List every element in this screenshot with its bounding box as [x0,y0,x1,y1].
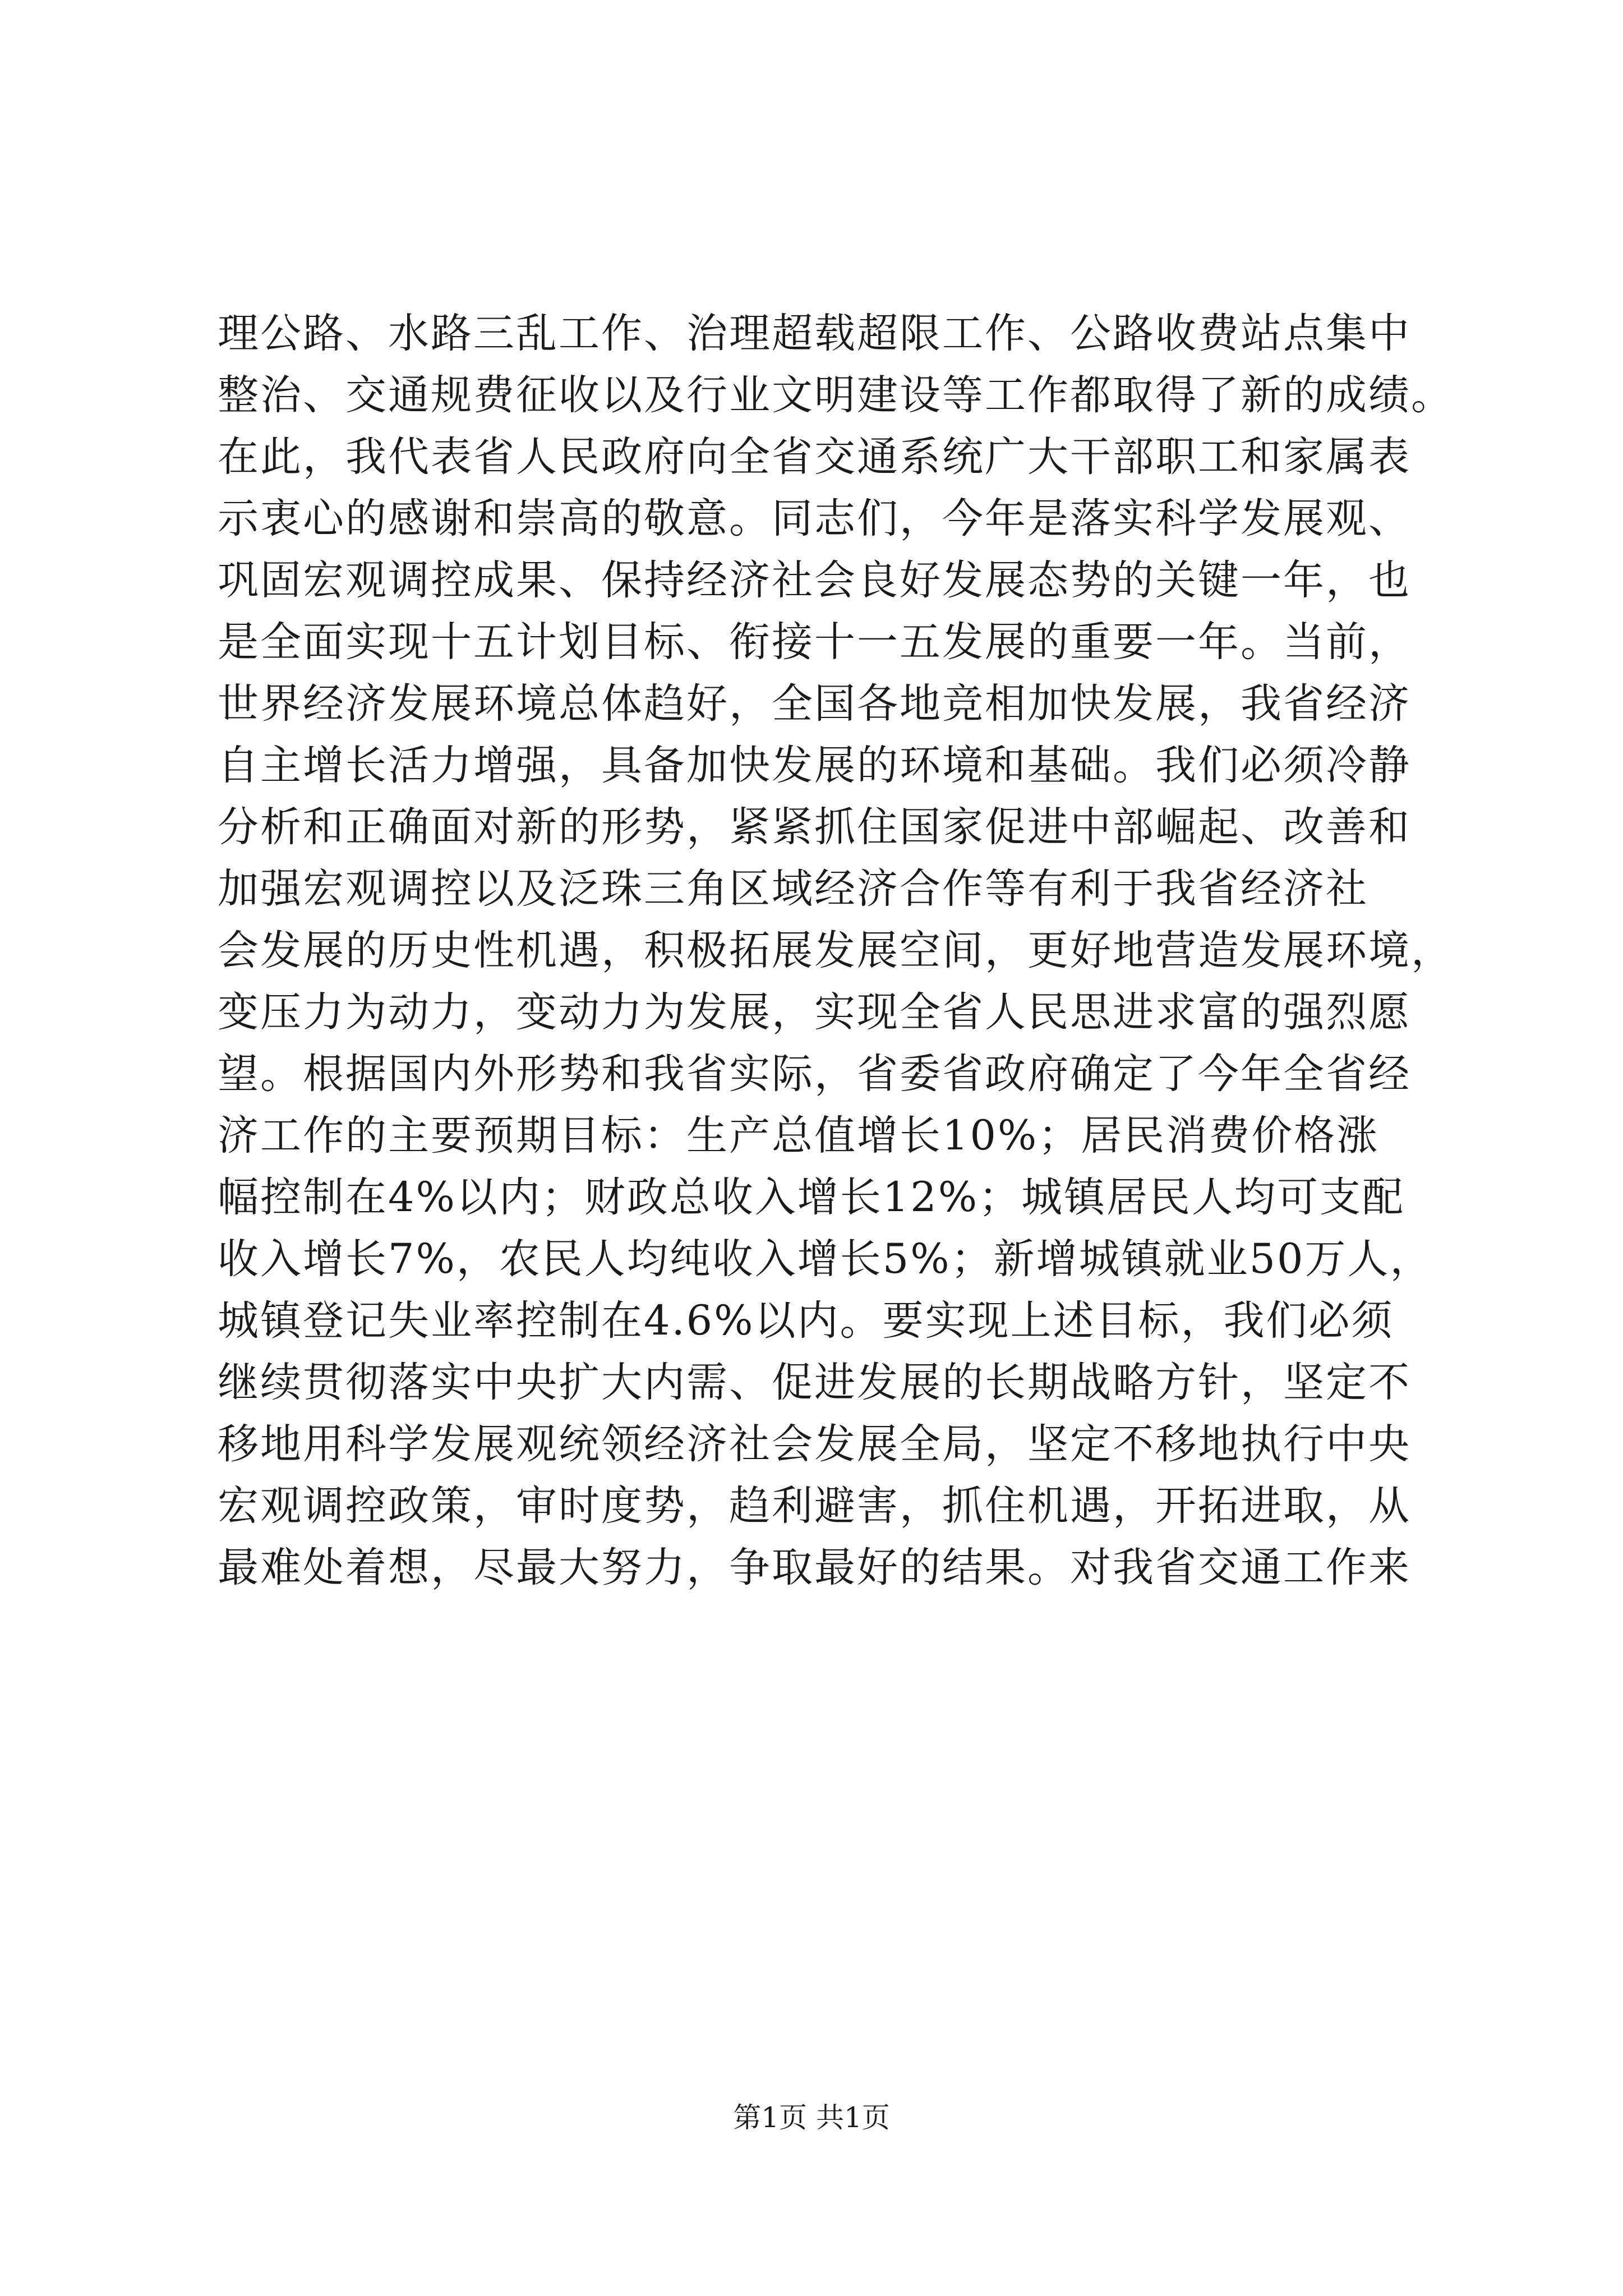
text-line: 理公路、水路三乱工作、治理超载超限工作、公路收费站点集中 [218,310,1411,357]
text-line: 会发展的历史性机遇，积极拓展发展空间，更好地营造发展环境， [218,927,1454,974]
text-line: 继续贯彻落实中央扩大内需、促进发展的长期战略方针，坚定不 [218,1359,1411,1406]
text-line: 最难处着想，尽最大努力，争取最好的结果。对我省交通工作来 [218,1544,1411,1591]
page-number-footer: 第1页 共1页 [733,2101,890,2134]
text-line: 变压力为动力，变动力为发展，实现全省人民思进求富的强烈愿 [218,988,1411,1036]
text-line: 是全面实现十五计划目标、衔接十一五发展的重要一年。当前， [218,618,1411,666]
text-line: 济工作的主要预期目标：生产总值增长10%；居民消费价格涨 [218,1112,1380,1159]
text-line: 幅控制在4%以内；财政总收入增长12%；城镇居民人均可支配 [218,1174,1405,1221]
text-line: 加强宏观调控以及泛珠三角区域经济合作等有利于我省经济社 [218,865,1368,913]
text-line: 自主增长活力增强，具备加快发展的环境和基础。我们必须冷静 [218,742,1411,789]
text-line: 巩固宏观调控成果、保持经济社会良好发展态势的关键一年，也 [218,556,1411,604]
body-text [218,303,1454,1599]
text-line: 城镇登记失业率控制在4.6%以内。要实现上述目标，我们必须 [218,1297,1394,1345]
text-line: 世界经济发展环境总体趋好，全国各地竞相加快发展，我省经济 [218,680,1411,728]
text-line: 整治、交通规费征收以及行业文明建设等工作都取得了新的成绩。 [218,371,1454,419]
text-line: 宏观调控政策，审时度势，趋利避害，抓住机遇，开拓进取，从 [218,1482,1411,1530]
text-line: 在此，我代表省人民政府向全省交通系统广大干部职工和家属表 [218,433,1411,481]
text-line: 望。根据国内外形势和我省实际，省委省政府确定了今年全省经 [218,1050,1411,1098]
text-line: 示衷心的感谢和崇高的敬意。同志们，今年是落实科学发展观、 [218,495,1411,542]
text-line: 移地用科学发展观统领经济社会发展全局，坚定不移地执行中央 [218,1420,1411,1468]
text-line: 收入增长7%，农民人均纯收入增长5%；新增城镇就业50万人， [218,1235,1433,1283]
text-line: 分析和正确面对新的形势，紧紧抓住国家促进中部崛起、改善和 [218,803,1411,851]
